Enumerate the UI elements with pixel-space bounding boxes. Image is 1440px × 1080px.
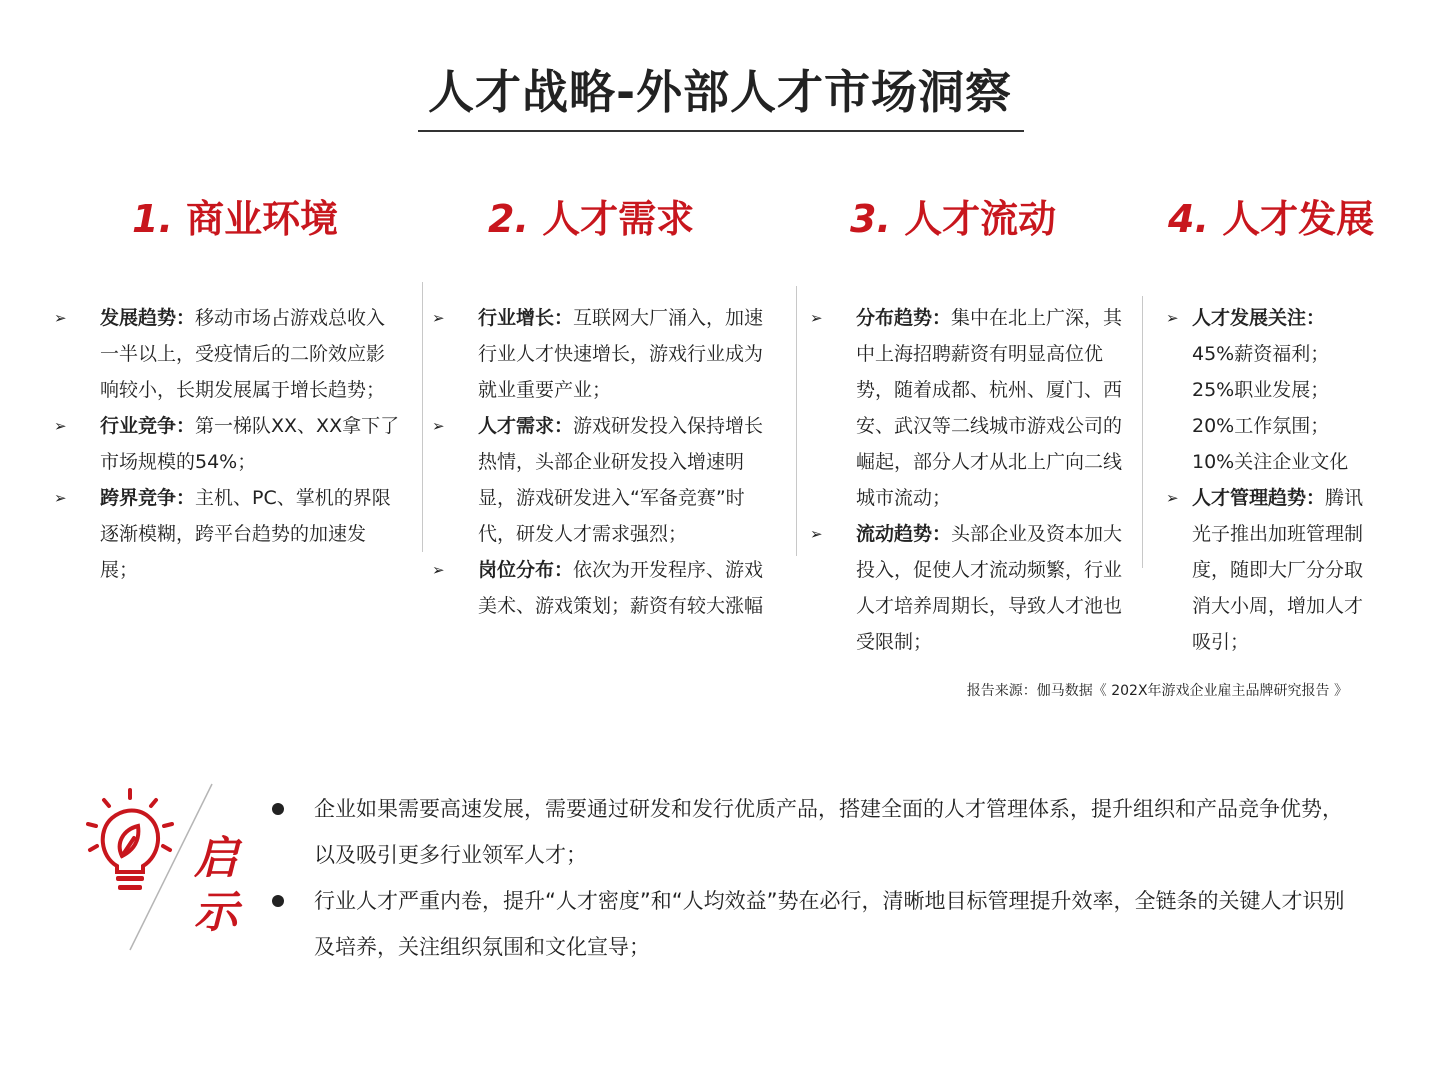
list-item bbox=[54, 480, 400, 588]
bullet-dot-icon bbox=[272, 803, 284, 815]
arrow-bullet-icon: ➢ bbox=[1166, 309, 1179, 327]
arrow-bullet-icon: ➢ bbox=[432, 417, 445, 435]
heading-talent-demand bbox=[488, 188, 694, 243]
heading-talent-development bbox=[1168, 188, 1374, 243]
list-item bbox=[810, 300, 1136, 516]
column-talent-demand bbox=[432, 300, 778, 624]
item-label: 跨界竞争： bbox=[100, 487, 196, 509]
column-talent-mobility bbox=[810, 300, 1136, 660]
insight-label-char: 示 bbox=[194, 887, 238, 938]
arrow-bullet-icon: ➢ bbox=[810, 525, 823, 543]
column-divider bbox=[422, 282, 423, 552]
page-title: 人才战略-外部人才市场洞察 bbox=[427, 65, 1013, 119]
heading-number: 2. bbox=[488, 197, 529, 241]
list-item bbox=[54, 408, 400, 480]
insight-text: 行业人才严重内卷，提升“人才密度”和“人均效益”势在必行，清晰地目标管理提升效率，全链条的关键人才识别及培养，关注组织氛围和文化宣导； bbox=[314, 889, 1345, 959]
list-item bbox=[54, 300, 400, 408]
item-text: 移动市场占游戏总收入一半以上，受疫情后的二阶效应影响较小，长期发展属于增长趋势； bbox=[100, 307, 386, 401]
bullet-dot-icon bbox=[272, 895, 284, 907]
heading-text: 人才发展 bbox=[1222, 197, 1375, 241]
list-item bbox=[432, 300, 778, 408]
list-item bbox=[432, 408, 778, 552]
arrow-bullet-icon: ➢ bbox=[432, 561, 445, 579]
item-text: 互联网大厂涌入，加速行业人才快速增长，游戏行业成为就业重要产业； bbox=[478, 307, 764, 401]
insight-label bbox=[186, 832, 246, 940]
list-item bbox=[810, 516, 1136, 660]
item-label: 行业增长： bbox=[478, 307, 574, 329]
item-text: 集中在北上广深，其中上海招聘薪资有明显高位优势，随着成都、杭州、厦门、西安、武汉等二线城市游戏公司的崛起，部分人才从北上广向二线城市流动； bbox=[856, 307, 1123, 509]
heading-number: 1. bbox=[132, 197, 173, 241]
heading-text: 商业环境 bbox=[186, 197, 339, 241]
insight-item bbox=[266, 878, 1356, 970]
arrow-bullet-icon: ➢ bbox=[1166, 489, 1179, 507]
item-label: 岗位分布： bbox=[478, 559, 574, 581]
heading-number: 3. bbox=[850, 197, 891, 241]
item-text: 腾讯光子推出加班管理制度，随即大厂分分取消大小周，增加人才吸引； bbox=[1192, 487, 1364, 653]
insight-item bbox=[266, 786, 1356, 878]
item-text: 第一梯队XX、XX拿下了市场规模的54%； bbox=[100, 415, 400, 473]
column-talent-development bbox=[1166, 300, 1366, 660]
title-underline bbox=[418, 130, 1024, 132]
arrow-bullet-icon: ➢ bbox=[432, 309, 445, 327]
item-label: 流动趋势： bbox=[856, 523, 952, 545]
insight-text: 企业如果需要高速发展，需要通过研发和发行优质产品，搭建全面的人才管理体系，提升组织和产品竞争优势，以及吸引更多行业领军人才； bbox=[314, 797, 1343, 867]
item-label: 人才需求： bbox=[478, 415, 574, 437]
report-source: 报告来源：伽马数据《 202X年游戏企业雇主品牌研究报告 》 bbox=[966, 683, 1348, 699]
insight-label-char: 启 bbox=[194, 833, 238, 884]
heading-number: 4. bbox=[1168, 197, 1209, 241]
item-label: 人才发展关注： bbox=[1192, 307, 1326, 329]
insight-list bbox=[266, 786, 1356, 970]
item-text: 主机、PC、掌机的界限逐渐模糊，跨平台趋势的加速发展； bbox=[100, 487, 391, 581]
item-text: 依次为开发程序、游戏美术、游戏策划；薪资有较大涨幅 bbox=[478, 559, 764, 617]
column-business-environment bbox=[54, 300, 400, 588]
list-item bbox=[432, 552, 778, 624]
heading-text: 人才需求 bbox=[542, 197, 695, 241]
list-item bbox=[1166, 300, 1366, 480]
item-text: 头部企业及资本加大投入，促使人才流动频繁，行业人才培养周期长，导致人才池也受限制； bbox=[856, 523, 1123, 653]
list-item bbox=[1166, 480, 1366, 660]
item-text: 45%薪资福利；25%职业发展；20%工作氛围；10%关注企业文化 bbox=[1192, 343, 1349, 473]
item-label: 发展趋势： bbox=[100, 307, 196, 329]
item-label: 人才管理趋势： bbox=[1192, 487, 1326, 509]
arrow-bullet-icon: ➢ bbox=[54, 309, 67, 327]
heading-business-environment bbox=[132, 188, 338, 243]
heading-talent-mobility bbox=[850, 188, 1056, 243]
item-label: 行业竞争： bbox=[100, 415, 196, 437]
item-text: 游戏研发投入保持增长热情，头部企业研发投入增速明显，游戏研发进入“军备竞赛”时代，研发人才需求强烈； bbox=[478, 415, 764, 545]
arrow-bullet-icon: ➢ bbox=[54, 489, 67, 507]
arrow-bullet-icon: ➢ bbox=[54, 417, 67, 435]
arrow-bullet-icon: ➢ bbox=[810, 309, 823, 327]
item-label: 分布趋势： bbox=[856, 307, 952, 329]
lightbulb-icon bbox=[84, 788, 176, 898]
column-divider bbox=[796, 286, 797, 556]
heading-text: 人才流动 bbox=[904, 197, 1057, 241]
column-divider bbox=[1142, 296, 1143, 568]
